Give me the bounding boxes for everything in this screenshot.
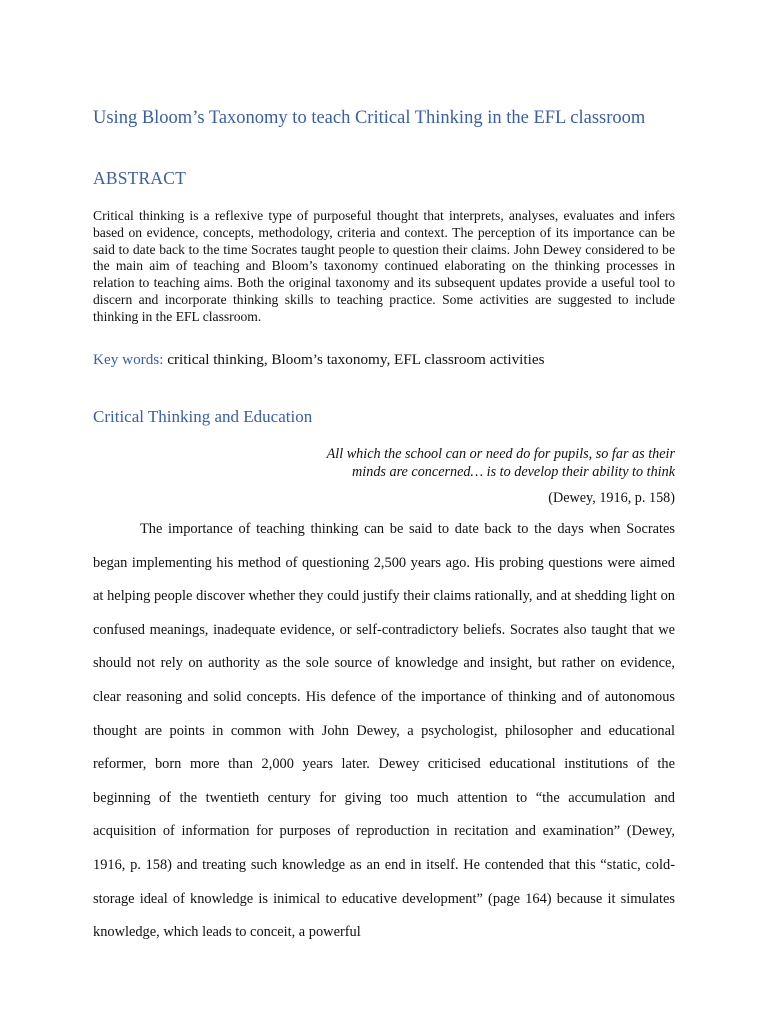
epigraph-quote <box>200 445 675 481</box>
abstract-heading: ABSTRACT <box>93 168 187 188</box>
abstract-text: Critical thinking is a reflexive type of purposeful thought that interprets, analyses, evaluates and infers based on evidence, concepts, methodology, criteria and context. The perception of its importance can be said to date back to the time Socrates taught people to question their claims. John Dewey considered to be the main aim of teaching and Bloom’s taxonomy continued elaborating on the thinking processes in relation to teaching aims. Both the original taxonomy and its subsequent updates provide a useful tool to discern and incorporate thinking skills to teaching practice. Some activities are suggested to include thinking in the EFL classroom. <box>93 208 675 324</box>
epigraph-line-2: minds are concerned… is to develop their ability to think <box>352 464 675 480</box>
keywords-line <box>93 350 693 370</box>
epigraph-citation: (Dewey, 1916, p. 158) <box>548 490 675 506</box>
document-title: Using Bloom’s Taxonomy to teach Critical Thinking in the EFL classroom <box>93 108 646 128</box>
epigraph-line-1: All which the school can or need do for pupils, so far as their <box>326 446 675 462</box>
keywords-text: critical thinking, Bloom’s taxonomy, EFL classroom activities <box>163 351 545 368</box>
keywords-label: Key words: <box>93 351 164 368</box>
section-heading: Critical Thinking and Education <box>93 407 313 426</box>
body-paragraph: The importance of teaching thinking can be said to date back to the days when Socrates began implementing his method of questioning 2,500 years ago. His probing questions were aimed at helping people discover whether they could justify their claims rationally, and at shedding light on confused meanings, inadequate evidence, or self-contradictory beliefs. Socrates also taught that we should not rely on authority as the sole source of knowledge and insight, but rather on evidence, clear reasoning and solid concepts. His defence of the importance of thinking and of autonomous thought are points in common with John Dewey, a psychologist, philosopher and educational reformer, born more than 2,000 years later. Dewey criticised educational institutions of the beginning of the twentieth century for giving too much attention to “the accumulation and acquisition of information for purposes of reproduction in recitation and examination” (Dewey, 1916, p. 158) and treating such knowledge as an end in itself. He contended that this “static, cold-storage ideal of knowledge is inimical to educative development” (page 164) because it simulates knowledge, which leads to conceit, a powerful <box>93 521 675 941</box>
